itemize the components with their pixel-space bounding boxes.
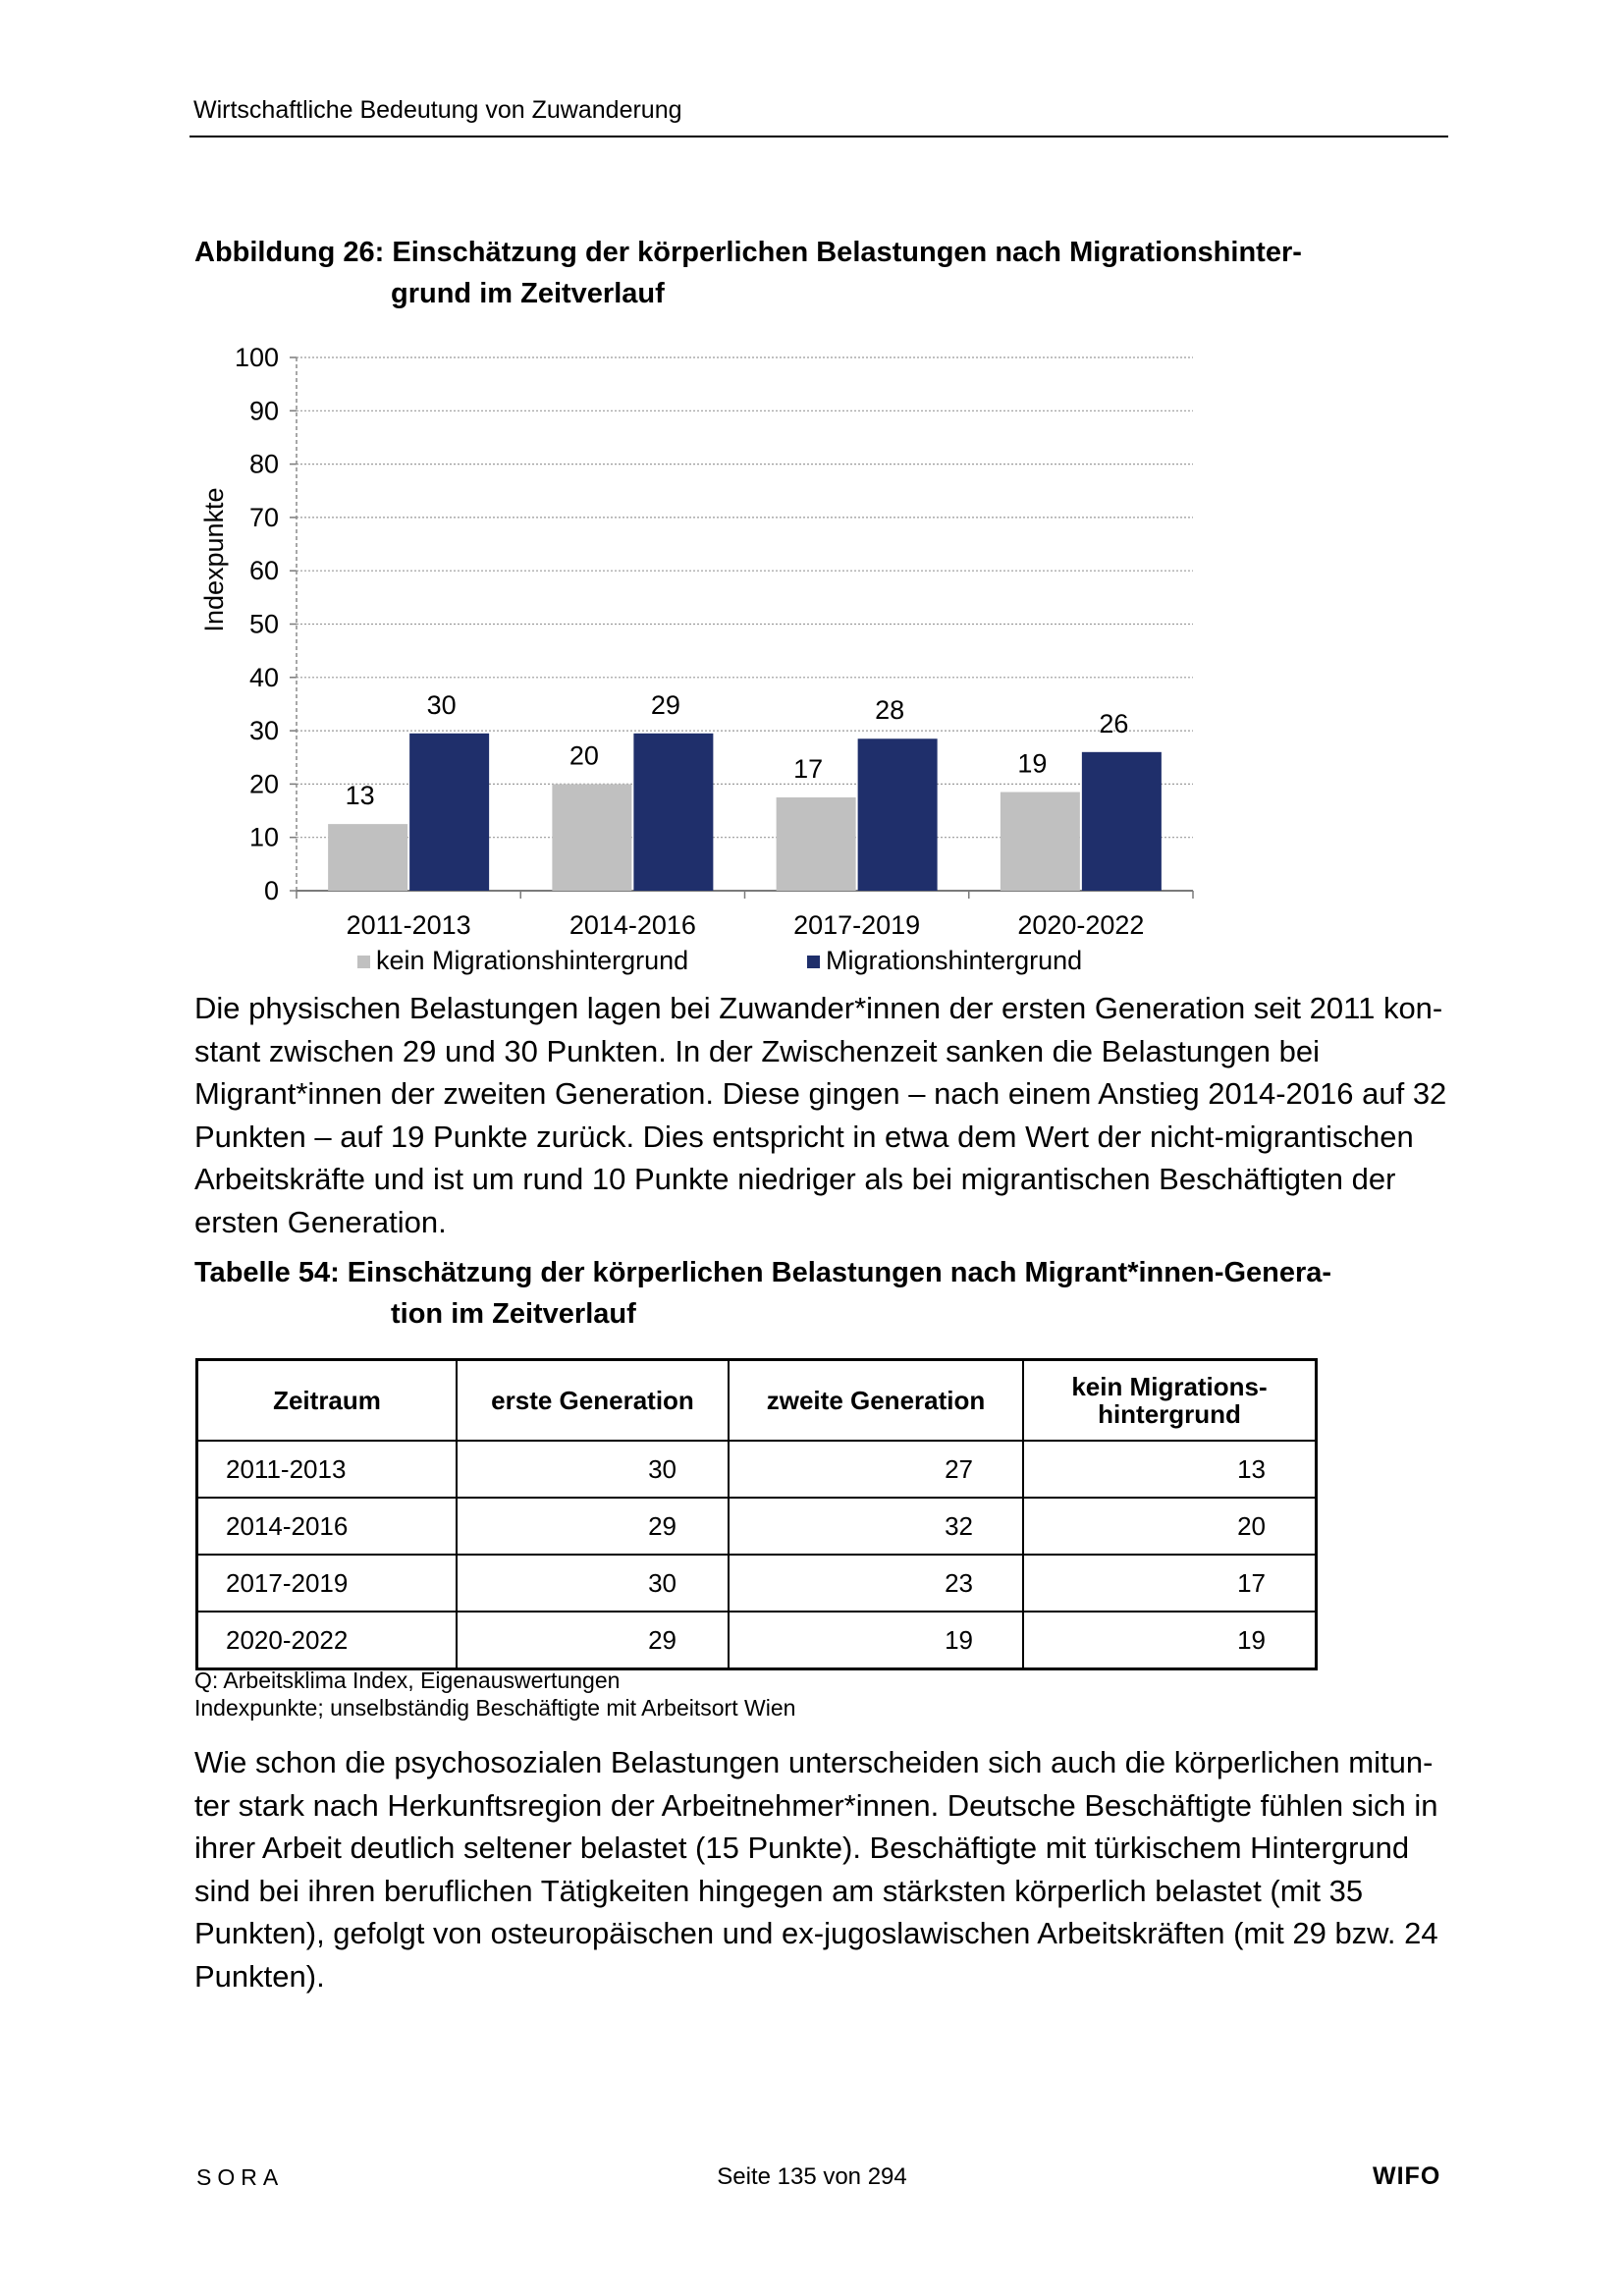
cell-zweite-generation: 19 xyxy=(729,1612,1023,1669)
table-caption-line1: Tabelle 54: Einschätzung der körperlichen Belastungen nach Migrant*innen-Genera- xyxy=(194,1257,1332,1288)
y-tick-label: 40 xyxy=(248,662,279,692)
y-tick-label: 70 xyxy=(248,502,279,532)
header-kein-migrationshintergrund xyxy=(1023,1360,1317,1442)
bar-migrationshintergrund xyxy=(858,738,938,891)
paragraph-origin-region: Wie schon die psychosozialen Belastungen unterscheiden sich auch die körperlichen mitun-ter stark nach Herkunftsregion der Arbeitnehmer*innen. Deutsche Beschäftigte fühlen sich in ihrer Arbeit deutlich seltener belastet (15 Punkte). Beschäftigte mit türkischem Hintergrund sind bei ihren beruflichen Tätigkeiten hingegen am stärksten körperlich belastet (mit 35 Punkten), gefolgt von osteuropäischen und ex-jugoslawischen Arbeitskräften (mit 29 bzw. 24 Punkten). xyxy=(194,1745,1438,1994)
table-row xyxy=(197,1498,1317,1555)
header-zweite-generation: zweite Generation xyxy=(729,1360,1023,1442)
bar-kein-migrationshintergrund xyxy=(777,797,856,891)
y-tick-label: 100 xyxy=(234,343,279,372)
legend-label-migrationshintergrund: Migrationshintergrund xyxy=(826,946,1083,975)
header-rule xyxy=(189,136,1448,137)
header-zeitraum: Zeitraum xyxy=(197,1360,458,1442)
y-tick-label: 50 xyxy=(248,609,279,639)
cell-kein-migrationshintergrund: 13 xyxy=(1023,1441,1317,1498)
x-tick-label: 2017-2019 xyxy=(793,910,921,940)
data-label: 19 xyxy=(1017,748,1048,779)
table-header-row xyxy=(197,1360,1317,1442)
bar-migrationshintergrund xyxy=(633,734,713,891)
table-row xyxy=(197,1612,1317,1669)
bar-chart xyxy=(187,334,1227,982)
bar-kein-migrationshintergrund xyxy=(328,824,407,891)
cell-zweite-generation: 27 xyxy=(729,1441,1023,1498)
y-tick-label: 80 xyxy=(248,449,279,479)
cell-zeitraum: 2020-2022 xyxy=(197,1612,458,1669)
header-kein-migrationshintergrund-line2: hintergrund xyxy=(1098,1399,1241,1429)
figure-caption-line2: grund im Zeitverlauf xyxy=(391,278,665,309)
legend-swatch-kein-migrationshintergrund xyxy=(357,956,370,968)
data-label: 13 xyxy=(345,781,375,811)
legend-swatch-migrationshintergrund xyxy=(807,956,820,968)
figure-caption-line1: Abbildung 26: Einschätzung der körperlichen Belastungen nach Migrationshinter- xyxy=(194,237,1302,268)
table-source: Q: Arbeitsklima Index, Eigenauswertungen xyxy=(194,1667,621,1693)
cell-zeitraum: 2014-2016 xyxy=(197,1498,458,1555)
bar-kein-migrationshintergrund xyxy=(1001,793,1080,891)
y-tick-label: 20 xyxy=(248,769,279,799)
chart-y-axis-label: Indexpunkte xyxy=(199,487,229,632)
bar-kein-migrationshintergrund xyxy=(552,784,631,891)
legend-label-kein-migrationshintergrund: kein Migrationshintergrund xyxy=(376,946,689,975)
figure-caption xyxy=(194,232,1471,314)
cell-zeitraum: 2017-2019 xyxy=(197,1555,458,1612)
header-erste-generation: erste Generation xyxy=(457,1360,729,1442)
y-tick-label: 60 xyxy=(248,556,279,586)
header-kein-migrationshintergrund-line1: kein Migrations- xyxy=(1071,1372,1268,1401)
footer-sora-logo: SORA xyxy=(196,2164,285,2190)
cell-zeitraum: 2011-2013 xyxy=(197,1441,458,1498)
y-tick-label: 10 xyxy=(248,822,279,852)
table-row xyxy=(197,1441,1317,1498)
y-tick-label: 90 xyxy=(248,396,279,426)
table-note: Indexpunkte; unselbständig Beschäftigte mit Arbeitsort Wien xyxy=(194,1695,796,1721)
cell-erste-generation: 29 xyxy=(457,1498,729,1555)
footer-page-number: Seite 135 von 294 xyxy=(717,2163,907,2190)
y-tick-label: 0 xyxy=(263,876,279,905)
running-header: Wirtschaftliche Bedeutung von Zuwanderung xyxy=(193,96,682,124)
bar-migrationshintergrund xyxy=(409,734,489,891)
bar-migrationshintergrund xyxy=(1082,752,1162,891)
x-tick-label: 2014-2016 xyxy=(568,910,696,940)
cell-erste-generation: 29 xyxy=(457,1612,729,1669)
x-tick-label: 2011-2013 xyxy=(346,910,471,940)
data-label: 17 xyxy=(793,753,824,784)
x-tick-label: 2020-2022 xyxy=(1017,910,1145,940)
data-label: 30 xyxy=(426,689,457,720)
data-label: 26 xyxy=(1099,708,1129,738)
data-label: 29 xyxy=(650,689,680,720)
cell-zweite-generation: 23 xyxy=(729,1555,1023,1612)
cell-zweite-generation: 32 xyxy=(729,1498,1023,1555)
data-label: 28 xyxy=(875,695,905,726)
cell-kein-migrationshintergrund: 20 xyxy=(1023,1498,1317,1555)
data-table xyxy=(195,1358,1318,1670)
table-row xyxy=(197,1555,1317,1612)
footer-wifo-logo: WIFO xyxy=(1373,2162,1441,2190)
table-caption xyxy=(194,1252,1471,1335)
table-caption-line2: tion im Zeitverlauf xyxy=(391,1298,636,1330)
data-label: 20 xyxy=(568,740,599,771)
cell-kein-migrationshintergrund: 19 xyxy=(1023,1612,1317,1669)
y-tick-label: 30 xyxy=(248,716,279,746)
paragraph-physical-strain: Die physischen Belastungen lagen bei Zuwander*innen der ersten Generation seit 2011 kon-stant zwischen 29 und 30 Punkten. In der Zwischenzeit sanken die Belastungen bei Migrant*innen der zweiten Generation. Diese gingen – nach einem Anstieg 2014-2016 auf 32 Punkten – auf 19 Punkte zurück. Dies entspricht in etwa dem Wert der nicht-migrantischen Arbeitskräfte und ist um rund 10 Punkte niedriger als bei migrantischen Beschäftigten der ersten Generation. xyxy=(194,991,1447,1239)
cell-erste-generation: 30 xyxy=(457,1555,729,1612)
chart-legend xyxy=(357,946,1082,975)
cell-erste-generation: 30 xyxy=(457,1441,729,1498)
cell-kein-migrationshintergrund: 17 xyxy=(1023,1555,1317,1612)
